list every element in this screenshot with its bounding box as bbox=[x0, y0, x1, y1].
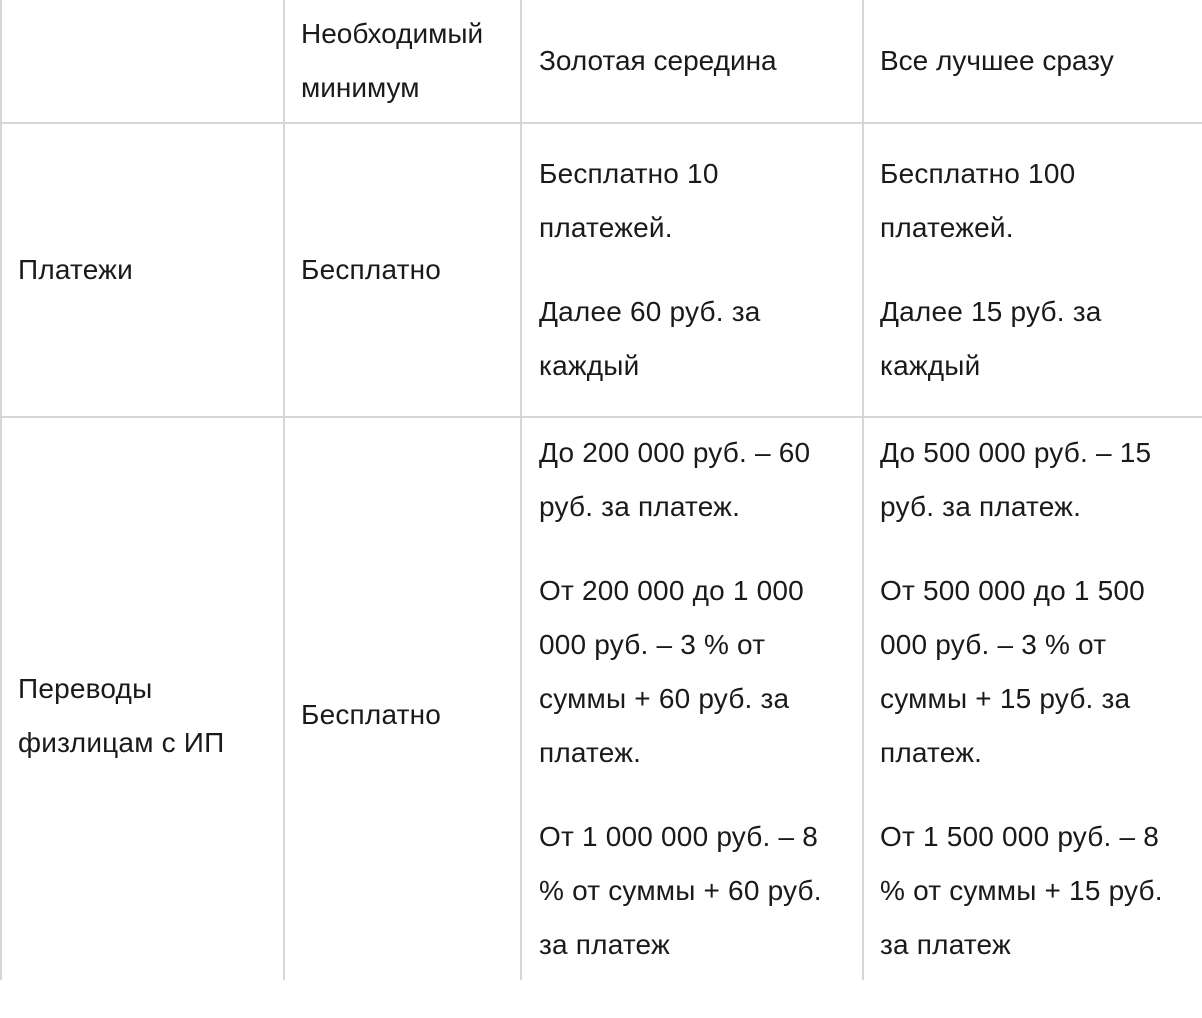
payments-best-value bbox=[864, 124, 1202, 416]
paragraph: От 1 500 000 руб. – 8 % от суммы + 15 руб. за платеж bbox=[880, 821, 1163, 960]
payments-minimum-value: Бесплатно bbox=[301, 254, 442, 285]
paragraph: От 1 000 000 руб. – 8 % от суммы + 60 руб. за платеж bbox=[539, 821, 822, 960]
row-label-payments: Платежи bbox=[18, 254, 133, 285]
payments-golden-middle-value bbox=[522, 124, 862, 416]
paragraph: От 500 000 до 1 500 000 руб. – 3 % от суммы + 15 руб. за платеж. bbox=[880, 575, 1145, 768]
header-cell-plan-best bbox=[864, 0, 1202, 122]
paragraph: Бесплатно 100 платежей. bbox=[880, 158, 1076, 243]
paragraph: До 200 000 руб. – 60 руб. за платеж. bbox=[539, 437, 811, 522]
header-cell-empty bbox=[2, 0, 283, 122]
header-cell-plan-minimum bbox=[285, 0, 520, 122]
paragraph: От 200 000 до 1 000 000 руб. – 3 % от суммы + 60 руб. за платеж. bbox=[539, 575, 804, 768]
row-label-transfers: Переводы физлицам с ИП bbox=[18, 673, 225, 758]
header-cell-plan-golden-middle bbox=[522, 0, 862, 122]
paragraph: Далее 15 руб. за каждый bbox=[880, 296, 1102, 381]
plan-minimum-title: Необходимый минимум bbox=[301, 18, 484, 103]
transfers-best-value bbox=[864, 418, 1202, 1018]
paragraph: Бесплатно 10 платежей. bbox=[539, 158, 719, 243]
paragraph: До 500 000 руб. – 15 руб. за платеж. bbox=[880, 437, 1152, 522]
plan-golden-middle-title: Золотая середина bbox=[539, 45, 777, 76]
transfers-minimum-value: Бесплатно bbox=[301, 699, 442, 730]
paragraph: Далее 60 руб. за каждый bbox=[539, 296, 761, 381]
transfers-golden-middle-value bbox=[522, 418, 862, 1018]
plan-best-title: Все лучшее сразу bbox=[880, 45, 1114, 76]
